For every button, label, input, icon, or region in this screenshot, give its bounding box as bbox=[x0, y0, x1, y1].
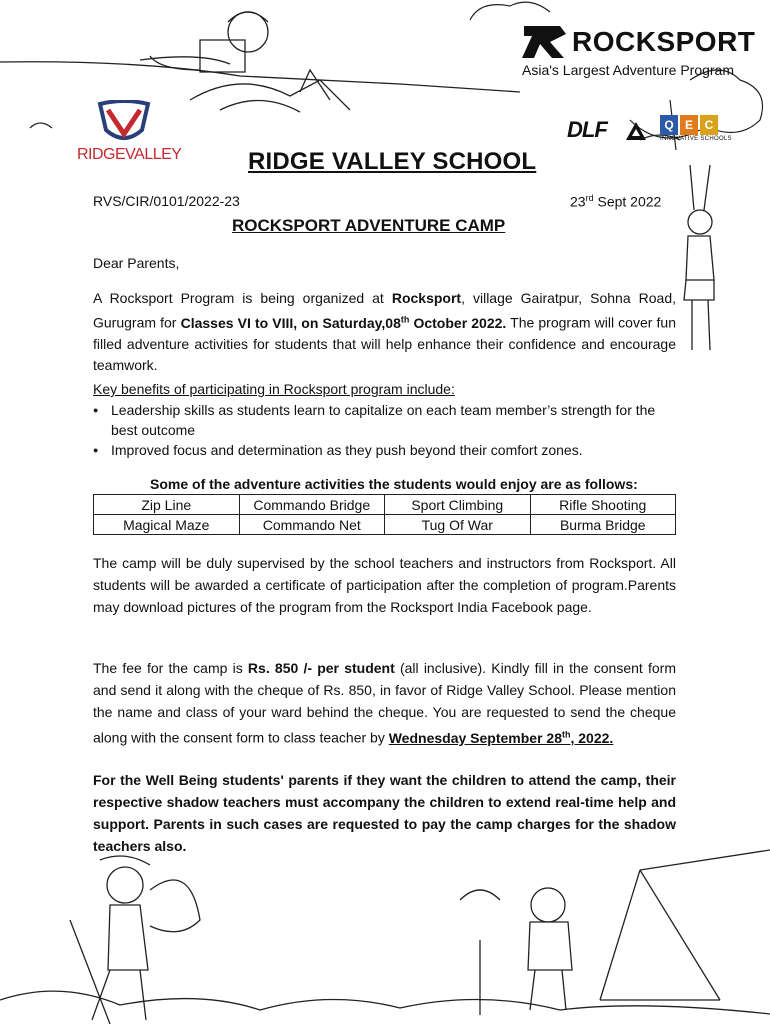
table-cell: Burma Bridge bbox=[530, 515, 676, 535]
activities-table bbox=[93, 494, 676, 535]
rocksport-name: ROCKSPORT bbox=[572, 26, 756, 57]
hiker-scene-illustration bbox=[0, 830, 770, 1024]
supervision-paragraph: The camp will be duly supervised by the school teachers and instructors from Rocksport. All students will be awarded a certificate of participation after the completion of program.Parents may download pictures of the program from the Rocksport India Facebook page. bbox=[93, 555, 676, 615]
table-cell: Commando Bridge bbox=[239, 495, 385, 515]
qec-letter-e: E bbox=[680, 115, 698, 135]
ridge-valley-wordmark: RIDGEVALLEY bbox=[77, 146, 182, 163]
qec-logo bbox=[660, 115, 740, 145]
page-title: RIDGE VALLEY SCHOOL bbox=[248, 148, 537, 175]
circular-reference: RVS/CIR/0101/2022-23 bbox=[93, 193, 240, 209]
list-item: ● Improved focus and determination as they push beyond their comfort zones. bbox=[93, 440, 683, 460]
intro-paragraph: A Rocksport Program is being organized at Rocksport, village Gairatpur, Sohna Road, Gurugram for Classes VI to VIII, on Saturday,08th October 2022. The program will cover fun filled adventure activities for students that will help enhance their confidence and encourage teamwork. bbox=[93, 290, 676, 373]
rocksport-r-icon bbox=[520, 24, 568, 60]
table-cell: Zip Line bbox=[94, 495, 240, 515]
benefits-heading: Key benefits of participating in Rocksport program include: bbox=[93, 381, 455, 397]
dlf-logo bbox=[567, 117, 647, 143]
activities-heading: Some of the adventure activities the students would enjoy are as follows: bbox=[150, 476, 638, 492]
table-cell: Magical Maze bbox=[94, 515, 240, 535]
table-cell: Commando Net bbox=[239, 515, 385, 535]
triangle-icon bbox=[625, 121, 647, 141]
wellbeing-paragraph: For the Well Being students' parents if they want the children to attend the camp, their respective shadow teachers must accompany the children to extend real-time help and support. Parents in such cases are requested to pay the camp charges for the shadow teachers also. bbox=[93, 772, 676, 854]
circular-date: 23rd Sept 2022 bbox=[570, 193, 662, 210]
table-row bbox=[94, 515, 676, 535]
rocksport-tagline: Asia's Largest Adventure Program bbox=[522, 62, 735, 78]
table-cell: Rifle Shooting bbox=[530, 495, 676, 515]
table-cell: Tug Of War bbox=[385, 515, 531, 535]
table-cell: Sport Climbing bbox=[385, 495, 531, 515]
fee-paragraph: The fee for the camp is Rs. 850 /- per student (all inclusive). Kindly fill in the consent form and send it along with the cheque of Rs. 850, in favor of Ridge Valley School. Please mention the name and class of your ward behind the cheque. You are requested to send the cheque along with the consent form to class teacher by Wednesday September 28th, 2022. bbox=[93, 660, 676, 746]
qec-caption: INNOVATIVE SCHOOLS bbox=[660, 136, 732, 142]
shield-icon bbox=[94, 100, 154, 146]
qec-letter-c: C bbox=[700, 115, 718, 135]
dlf-wordmark: DLF bbox=[567, 117, 607, 142]
benefits-list bbox=[93, 400, 683, 460]
list-item: ● Leadership skills as students learn to capitalize on each team member’s strength for the best outcome bbox=[93, 400, 683, 440]
salutation: Dear Parents, bbox=[93, 255, 180, 271]
table-row bbox=[94, 495, 676, 515]
hanging-boy-illustration bbox=[670, 160, 730, 360]
ridge-valley-logo bbox=[72, 100, 182, 180]
rocksport-logo bbox=[520, 22, 756, 82]
camp-title: ROCKSPORT ADVENTURE CAMP bbox=[232, 216, 506, 235]
qec-letter-q: Q bbox=[660, 115, 678, 135]
